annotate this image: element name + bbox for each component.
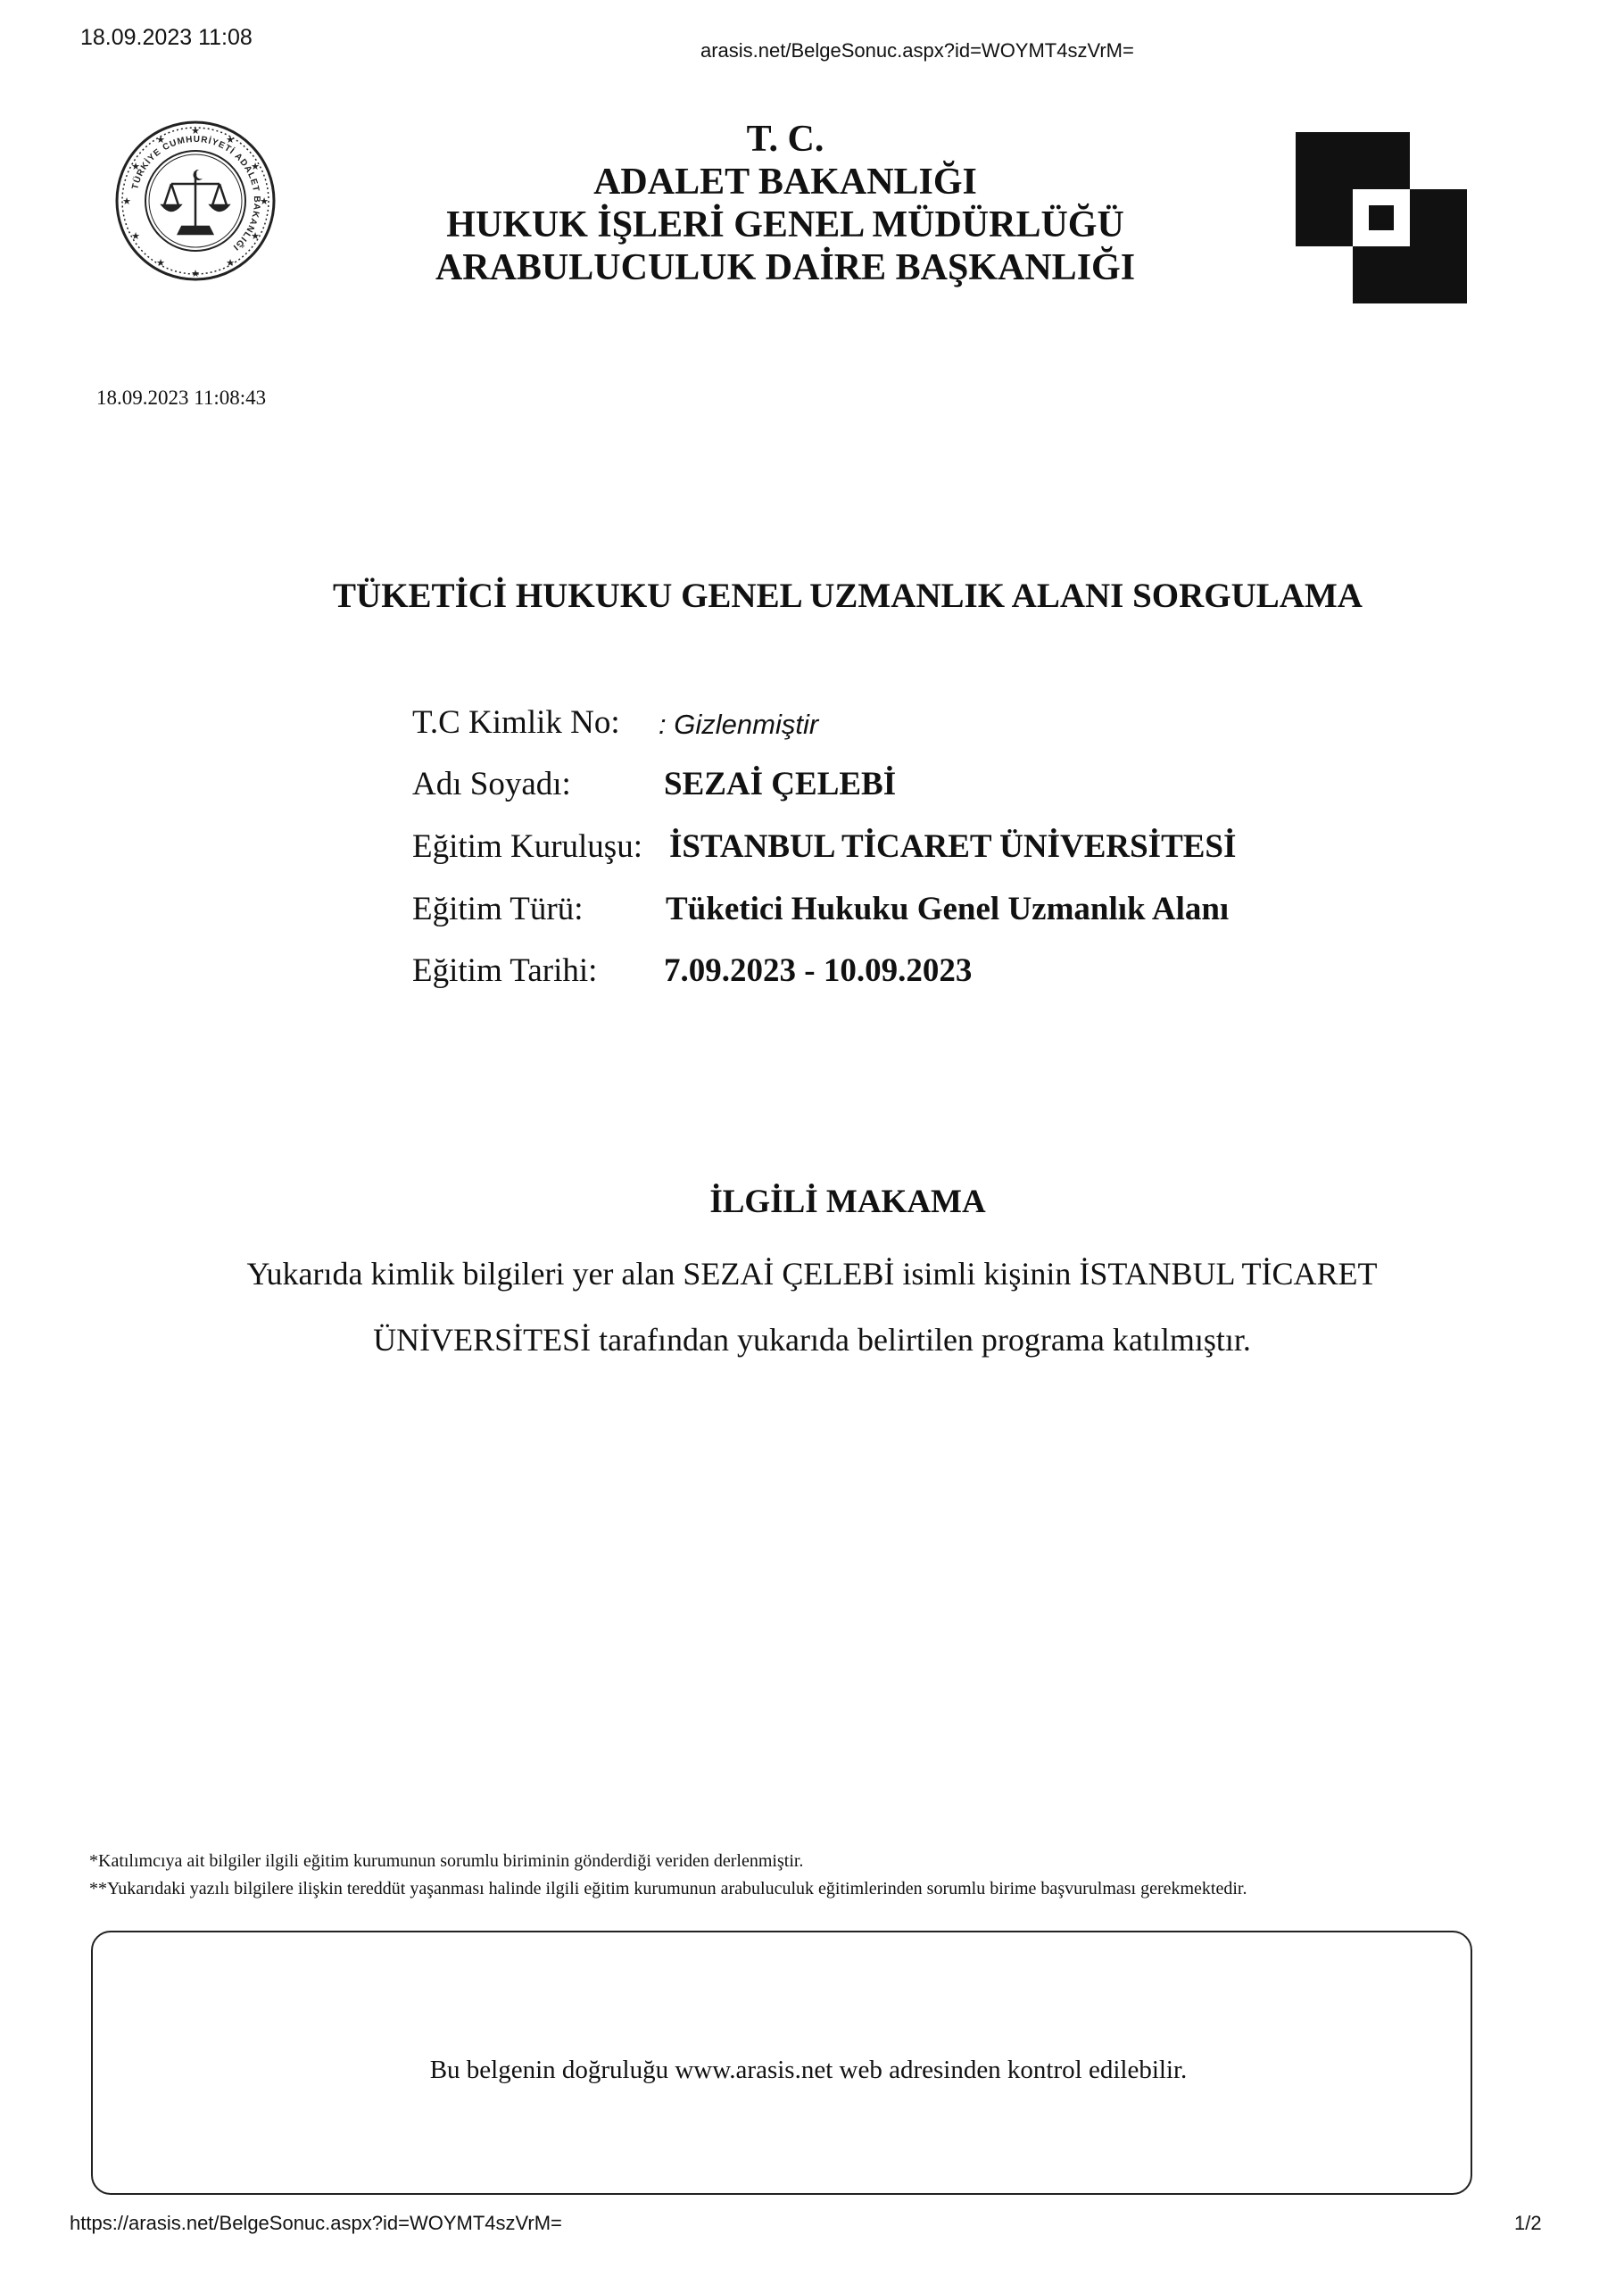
svg-text:★: ★ [122,195,131,207]
svg-text:★: ★ [191,268,200,279]
svg-text:★: ★ [156,134,165,145]
footnote-2: **Yukarıdaki yazılı bilgilere ilişkin tereddüt yaşanması halinde ilgili eğitim kurumunun arabuluculuk eğitimlerinden sorumlu birime başvurulması gerekmektedir. [89,1879,1247,1899]
header-line-directorate: HUKUK İŞLERİ GENEL MÜDÜRLÜĞÜ [446,204,1124,245]
info-label: Eğitim Türü: [412,891,584,927]
header-line-tc: T. C. [746,119,824,160]
header-line-ministry: ADALET BAKANLIĞI [593,162,977,203]
ministry-of-justice-seal-icon [112,118,278,284]
info-label: T.C Kimlik No: [412,704,620,741]
browser-print-url: arasis.net/BelgeSonuc.aspx?id=WOYMT4szVrM= [700,39,1134,62]
query-title: TÜKETİCİ HUKUKU GENEL UZMANLIK ALANI SORGULAMA [333,577,1363,615]
svg-text:★: ★ [131,230,140,242]
info-value-training-date: 7.09.2023 - 10.09.2023 [664,952,973,989]
info-label: Eğitim Tarihi: [412,952,598,989]
info-value-name: SEZAİ ÇELEBİ [664,766,897,802]
info-label: Adı Soyadı: [412,766,571,802]
svg-text:★: ★ [251,230,260,242]
browser-print-date: 18.09.2023 11:08 [80,25,253,50]
qr-code-logo-icon [1296,132,1467,303]
addressee-line-2: ÜNİVERSİTESİ tarafından yukarıda belirtilen programa katılmıştır. [373,1322,1251,1358]
verification-box [91,1931,1472,2195]
svg-text:★: ★ [251,161,260,172]
svg-text:★: ★ [131,161,140,172]
header-line-department: ARABULUCULUK DAİRE BAŞKANLIĞI [435,247,1136,288]
verification-text: Bu belgenin doğruluğu www.arasis.net web adresinden kontrol edilebilir. [429,2056,1188,2084]
svg-text:★: ★ [226,257,235,269]
footnotes [89,1848,1428,1903]
addressee-title: İLGİLİ MAKAMA [709,1184,986,1220]
footer-url: https://arasis.net/BelgeSonuc.aspx?id=WOYMT4szVrM= [70,2212,562,2234]
query-timestamp: 18.09.2023 11:08:43 [96,386,267,409]
footnote-1: *Katılımcıya ait bilgiler ilgili eğitim kurumunun sorumlu biriminin gönderdiği veriden derlenmiştir. [89,1851,804,1871]
svg-text:★: ★ [156,257,165,269]
addressee-line-1: Yukarıda kimlik bilgileri yer alan SEZAİ ÇELEBİ isimli kişinin İSTANBUL TİCARET [246,1256,1378,1292]
svg-text:★: ★ [260,195,269,207]
info-value-text: Gizlenmiştir [674,709,819,740]
info-value-prefix: : [659,709,667,740]
page-number: 1/2 [1514,2212,1542,2234]
info-value-training-type: Tüketici Hukuku Genel Uzmanlık Alanı [666,891,1230,927]
info-label: Eğitim Kuruluşu: [412,828,642,865]
svg-text:★: ★ [226,134,235,145]
addressee-body [161,1241,1463,1373]
info-value-institution: İSTANBUL TİCARET ÜNİVERSİTESİ [669,828,1237,865]
qr-logo-graphic [1296,132,1467,303]
svg-text:★: ★ [191,125,200,137]
seal-graphic [112,118,278,284]
seal-text: TÜRKİYE CUMHURİYETİ ADALET BAKANLIĞI [130,134,262,253]
info-value-id-number [659,709,818,741]
ministry-header [339,118,1231,289]
